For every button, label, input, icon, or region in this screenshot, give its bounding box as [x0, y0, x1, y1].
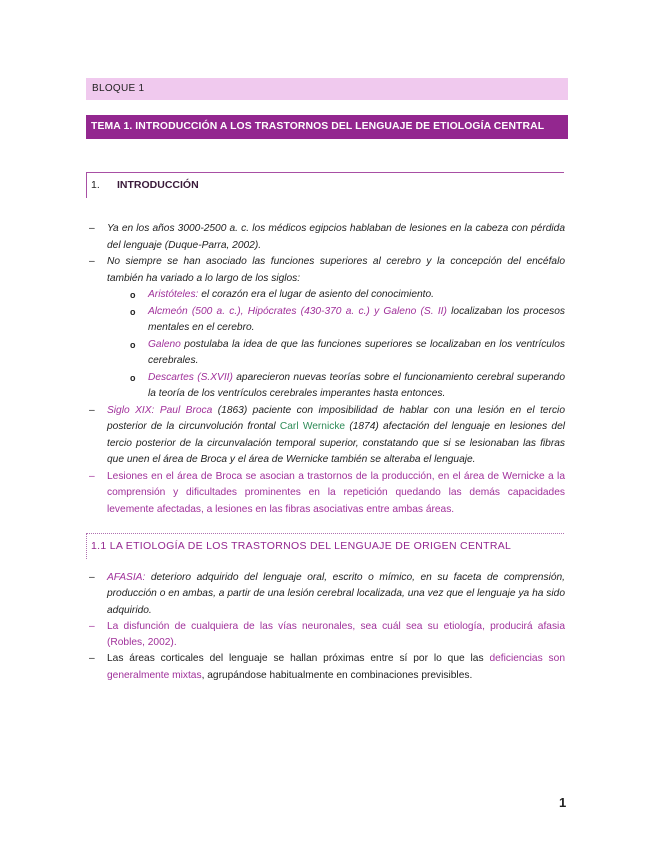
- topic-title: TEMA 1. INTRODUCCIÓN A LOS TRASTORNOS DEL LENGUAJE DE ETIOLOGÍA CENTRAL: [86, 115, 568, 139]
- body-text: Ya en los años 3000-2500 a. c. los médicos egipcios hablaban de lesiones en la cabeza con pérdida del lenguaje (Duque-Parra, 2002).: [107, 223, 565, 251]
- highlighted-text: Alcmeón (500 a. c.), Hipócrates (430-370 a. c.) y Galeno (S. II): [148, 305, 447, 317]
- highlighted-text: Galeno: [148, 338, 181, 350]
- section-1-list: [86, 221, 565, 518]
- highlighted-text: Carl Wernicke: [279, 421, 346, 432]
- list-item: [86, 619, 565, 652]
- list-item: [86, 287, 565, 304]
- list-item: [86, 221, 565, 254]
- highlighted-text: Aristóteles:: [148, 289, 199, 300]
- section-1-1-heading: 1.1 LA ETIOLOGÍA DE LOS TRASTORNOS DEL LENGUAJE DE ORIGEN CENTRAL: [86, 533, 564, 559]
- body-text: (1874) afectación del lenguaje en lesiones del tercio posterior de la circunvalación temporal superior, constatando que si se lesionaban las fibras que unen el área de Broca y el área de Wernicke también se alteraba el lenguaje.: [107, 421, 566, 465]
- list-item: [86, 370, 565, 403]
- circle-bullet-icon: o: [130, 339, 136, 350]
- list-item: [86, 469, 565, 519]
- body-text: deterioro adquirido del lenguaje oral, escrito o mímico, en su faceta de comprensión, producción o en ambas, a partir de una lesión cerebral localizada, una vez que el lenguaje ya ha sido adquirido.: [107, 572, 565, 616]
- page-number: 1: [559, 795, 567, 810]
- body-text: localizaban los procesos mentales en el cerebro.: [148, 305, 565, 333]
- dash-bullet-icon: –: [89, 223, 95, 234]
- dash-bullet-icon: –: [89, 404, 95, 416]
- list-item: [86, 304, 565, 337]
- circle-bullet-icon: o: [130, 290, 136, 300]
- list-item: [86, 254, 565, 287]
- body-text: aparecieron nuevas teorías sobre el funcionamiento cerebral superando la teoría de los ventrículos cerebrales imperantes hasta entonces.: [148, 371, 565, 399]
- circle-bullet-icon: o: [130, 306, 136, 317]
- list-item: [86, 337, 565, 370]
- highlighted-text: Siglo XIX: Paul Broca: [107, 404, 213, 416]
- body-text: No siempre se han asociado las funciones superiores al cerebro y la concepción del encéfalo también ha variado a lo largo de los siglos:: [107, 256, 565, 284]
- highlighted-text: deficiencias son generalmente mixtas: [107, 653, 565, 681]
- body-text: , agrupándose habitualmente en combinaciones previsibles.: [201, 669, 473, 681]
- dash-bullet-icon: –: [89, 653, 95, 665]
- dash-bullet-icon: –: [89, 256, 95, 267]
- body-text: (1863) paciente con imposibilidad de hablar con una lesión en el tercio posterior de la circunvolución frontal: [107, 404, 565, 432]
- list-item: [86, 403, 565, 469]
- dash-bullet-icon: –: [89, 620, 95, 632]
- dash-bullet-icon: –: [89, 470, 95, 482]
- highlighted-text: Descartes (S.XVII): [148, 371, 233, 383]
- circle-bullet-icon: o: [130, 372, 136, 383]
- highlighted-text: La disfunción de cualquiera de las vías neuronales, sea cuál sea su etiología, producirá afasia (Robles, 2002).: [107, 620, 565, 649]
- section-1-heading: [86, 172, 564, 198]
- list-item: [86, 570, 565, 619]
- body-text: postulaba la idea de que las funciones superiores se localizaban en los ventrículos cerebrales.: [148, 338, 565, 366]
- list-item: [86, 651, 565, 684]
- body-text: Las áreas corticales del lenguaje se hallan próximas entre sí por lo que las: [107, 653, 490, 665]
- dash-bullet-icon: –: [89, 572, 95, 583]
- section-number: 1.: [91, 179, 100, 191]
- block-header: BLOQUE 1: [86, 78, 568, 100]
- section-1-1-list: [86, 570, 565, 684]
- body-text: el corazón era el lugar de asiento del conocimiento.: [198, 289, 434, 300]
- section-title: INTRODUCCIÓN: [117, 179, 199, 191]
- highlighted-text: Lesiones en el área de Broca se asocian a trastornos de la producción, en el área de Wernicke a la comprensión y dificultades prominentes en la repetición quedando las demás capacidades levemente afectadas, a lesiones en las fibras asociativas entre ambas áreas.: [107, 470, 565, 515]
- highlighted-text: AFASIA:: [107, 572, 146, 583]
